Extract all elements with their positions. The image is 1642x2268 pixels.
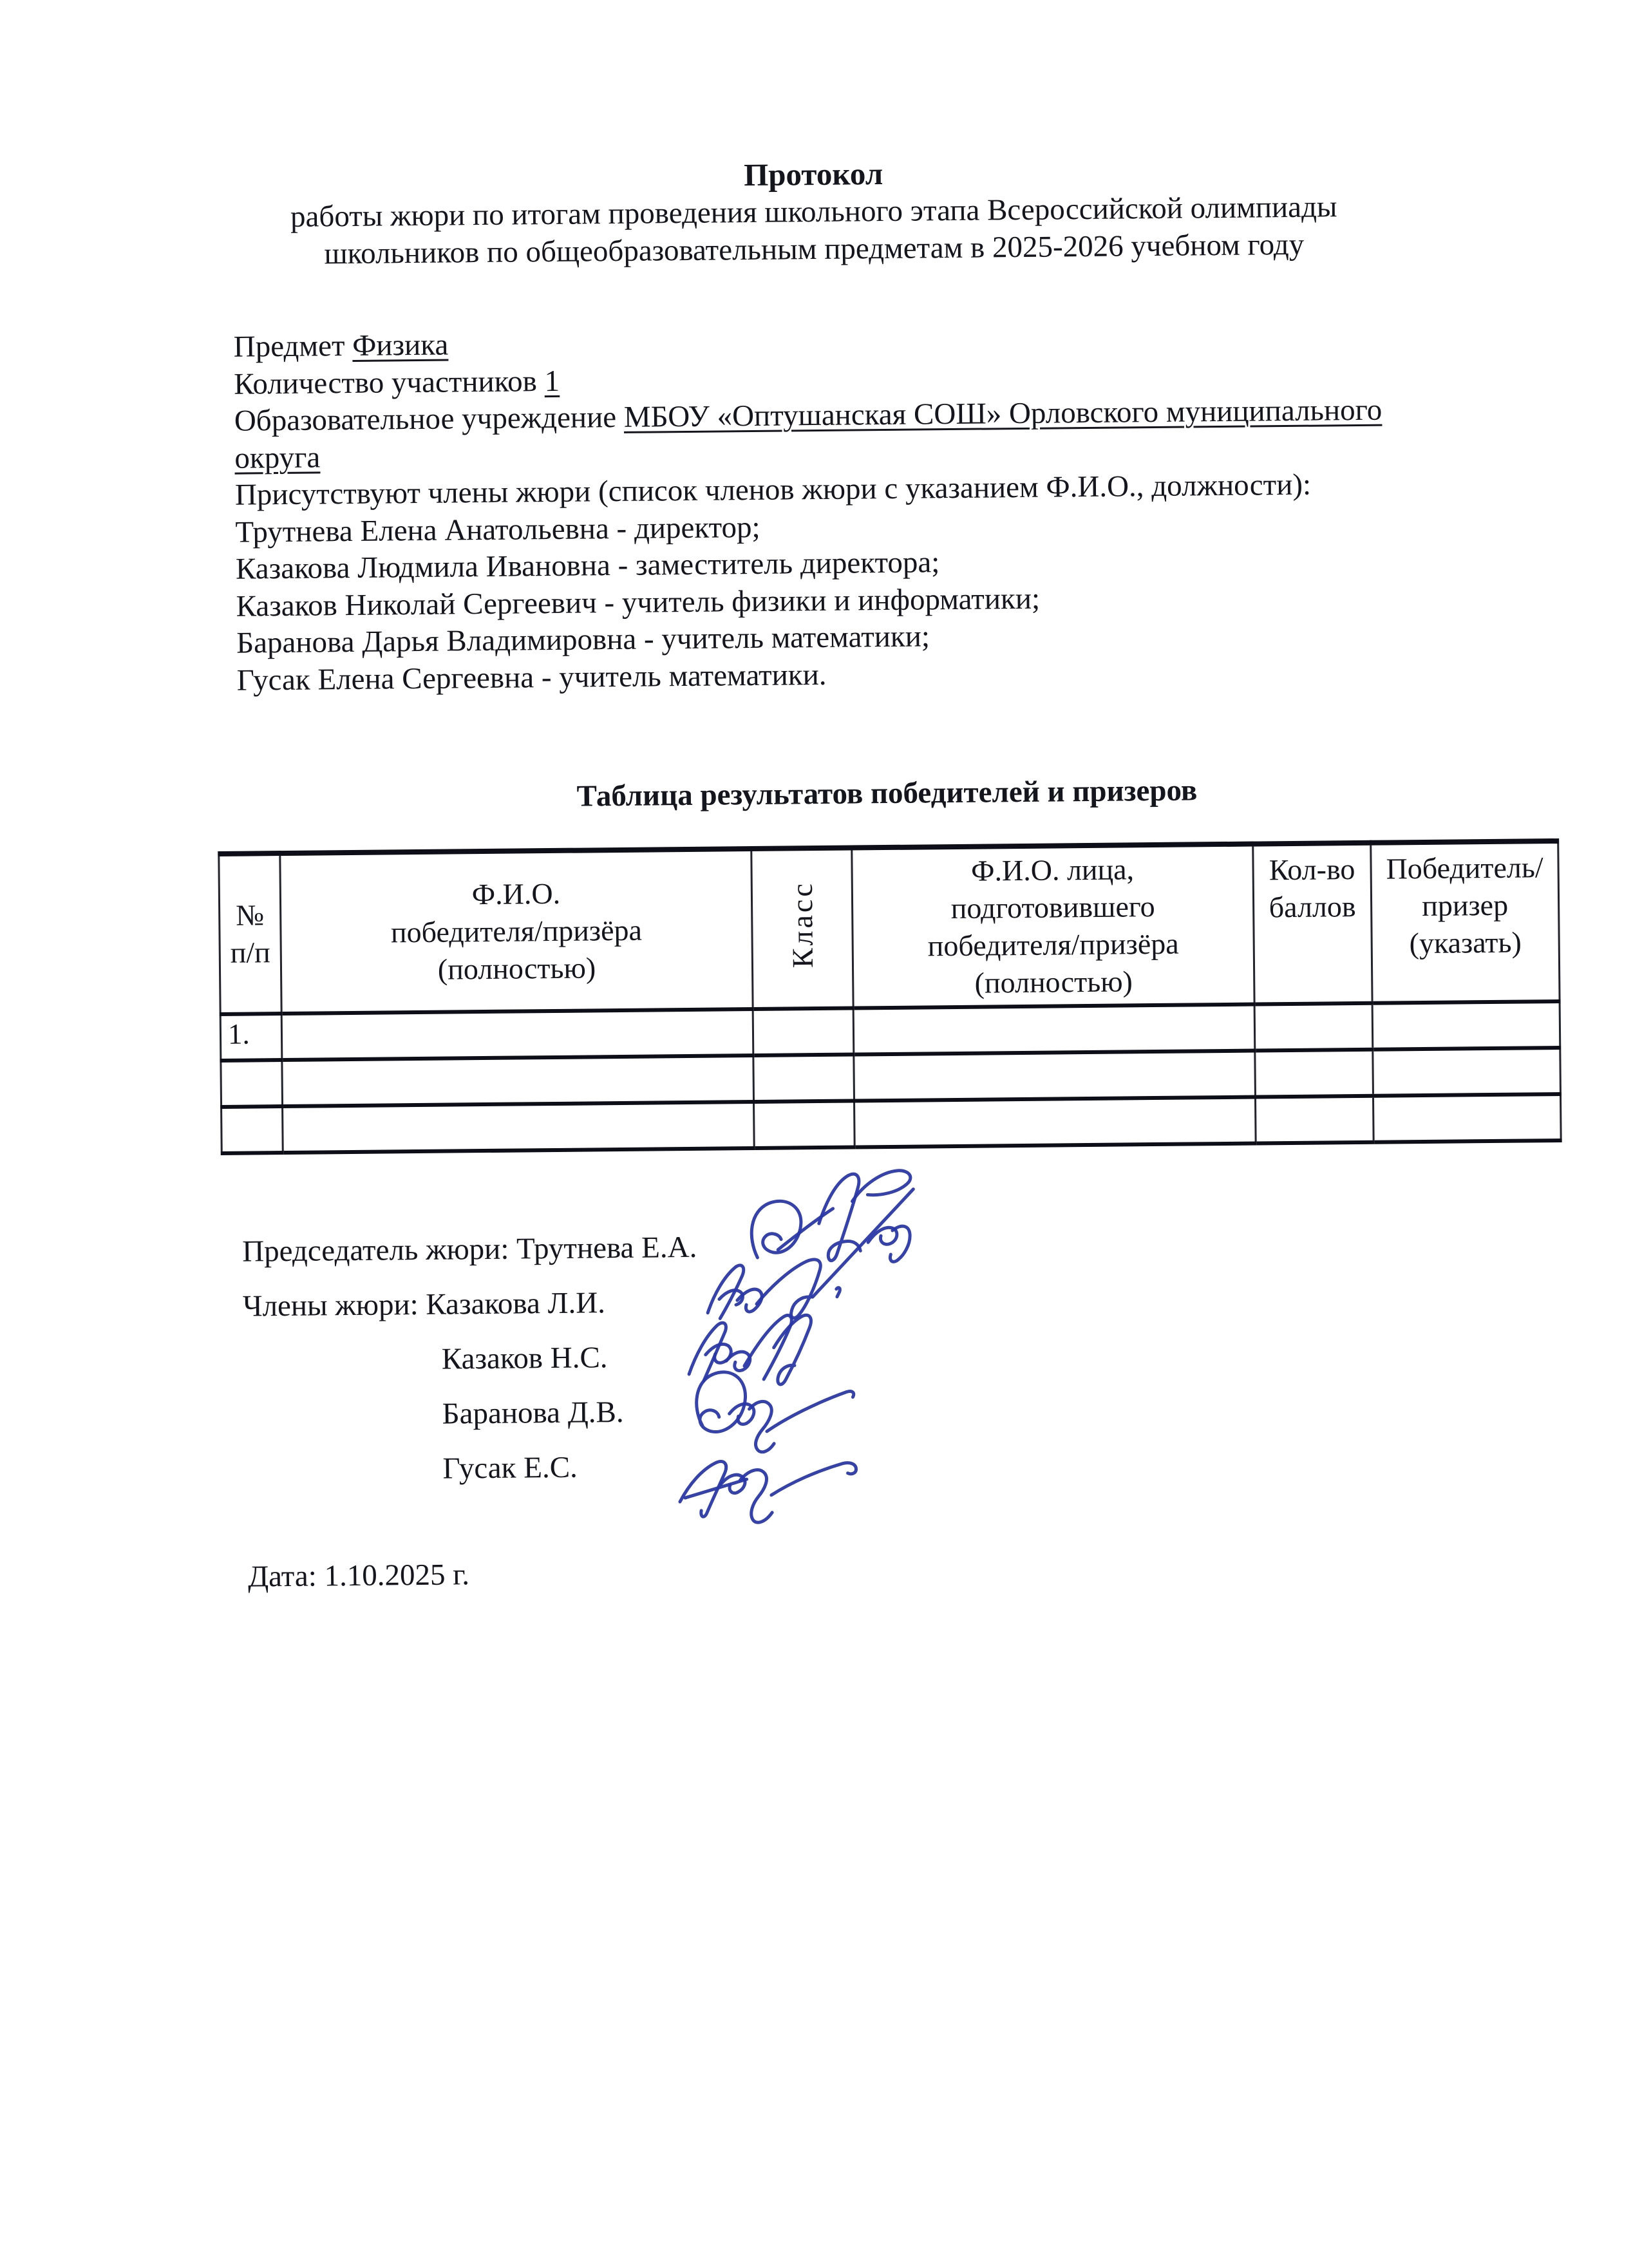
- subject-label: Предмет: [233, 329, 345, 364]
- member-name-line-2: Казаков Н.С.: [441, 1341, 608, 1376]
- signature-kazakov: [688, 1315, 811, 1385]
- table-cell-r3-fio-winner: [283, 1102, 755, 1153]
- table-cell-r3-grade: [754, 1101, 855, 1148]
- table-cell-r1-grade: [753, 1008, 854, 1055]
- institution-value-line-1: МБОУ «Оптушанская СОШ» Орловского муниципального: [623, 393, 1382, 434]
- table-cell-r1-fio-coach: [853, 1005, 1255, 1055]
- institution-value-line-2: округа: [234, 440, 321, 475]
- table-cell-r2-num: [221, 1060, 283, 1107]
- jury-member-line-5: Гусак Елена Сергеевна - учитель математики.: [236, 657, 827, 697]
- header-cell-result: Победитель/ призер (указать): [1371, 841, 1560, 1003]
- table-cell-r2-fio-winner: [282, 1055, 754, 1106]
- institution-label: Образовательное учреждение: [234, 401, 617, 438]
- table-cell-r3-result: [1373, 1094, 1561, 1142]
- members-signature-line: [243, 1275, 698, 1334]
- table-cell-r3-fio-coach: [854, 1097, 1256, 1148]
- header-cell-grade: [751, 848, 853, 1009]
- subject-value: Физика: [352, 328, 449, 363]
- results-table-title: Таблица результатов победителей и призеров: [576, 773, 1198, 813]
- chairman-signature-line: [242, 1220, 697, 1280]
- signatures-overlay: [646, 1149, 1178, 1580]
- institution-line: [234, 392, 1449, 477]
- table-cell-r2-result: [1373, 1048, 1561, 1096]
- header-cell-num: № п/п: [219, 853, 281, 1014]
- signature-baranova: [696, 1371, 854, 1453]
- table-cell-r1-result: [1372, 1001, 1560, 1050]
- signature-block: [242, 1220, 699, 1498]
- table-cell-r3-points: [1255, 1096, 1373, 1144]
- info-block: [233, 317, 1450, 699]
- jury-member-line-2: Казакова Людмила Ивановна - заместитель директора;: [235, 545, 940, 586]
- chairman-label: Председатель жюри:: [241, 1232, 509, 1269]
- participants-value: 1: [544, 364, 560, 398]
- header-cell-points: Кол-во баллов: [1253, 843, 1372, 1005]
- signature-trutneva: [751, 1171, 914, 1298]
- subtitle-line-1: работы жюри по итогам проведения школьного этапа Всероссийской олимпиады: [290, 190, 1337, 234]
- members-label: Члены жюри:: [242, 1288, 419, 1323]
- table-cell-r2-fio-coach: [854, 1051, 1256, 1101]
- subtitle-line-2: школьников по общеобразовательным предметам в 2025-2026 учебном году: [324, 227, 1305, 271]
- table-cell-r1-num: 1.: [220, 1014, 282, 1061]
- table-cell-r1-fio-winner: [281, 1009, 753, 1060]
- table-cell-r2-points: [1255, 1050, 1373, 1097]
- grade-vertical-label: Класс: [785, 880, 819, 968]
- chairman-name: Трутнева Е.А.: [516, 1230, 697, 1266]
- header-cell-fio-coach: Ф.И.О. лица, подготовившего победителя/призёра (полностью): [852, 844, 1254, 1008]
- table-cell-r1-points: [1254, 1003, 1373, 1051]
- table-cell-r2-grade: [753, 1055, 854, 1102]
- jury-member-line-4: Баранова Дарья Владимировна - учитель математики;: [236, 619, 930, 660]
- document-title: Протокол: [743, 156, 883, 193]
- jury-intro-line: Присутствуют члены жюри (список членов жюри с указанием Ф.И.О., должности):: [234, 468, 1312, 512]
- participants-label: Количество участников: [234, 364, 538, 401]
- table-cell-r3-num: [222, 1106, 283, 1153]
- member-name-line-4: Гусак Е.С.: [442, 1450, 578, 1486]
- results-table: [218, 838, 1562, 1155]
- header-cell-fio-winner: Ф.И.О. победителя/призёра (полностью): [280, 849, 753, 1014]
- document-header: [0, 148, 1636, 276]
- member-name-1: Казакова Л.И.: [426, 1286, 606, 1321]
- member-name-line-3: Баранова Д.В.: [442, 1395, 624, 1431]
- signature-gusak: [679, 1460, 856, 1523]
- jury-member-line-3: Казаков Николай Сергеевич - учитель физики и информатики;: [236, 581, 1041, 623]
- jury-member-line-1: Трутнева Елена Анатольевна - директор;: [235, 510, 760, 549]
- date-line: Дата: 1.10.2025 г.: [247, 1558, 470, 1594]
- results-table-header-row: [219, 841, 1560, 1014]
